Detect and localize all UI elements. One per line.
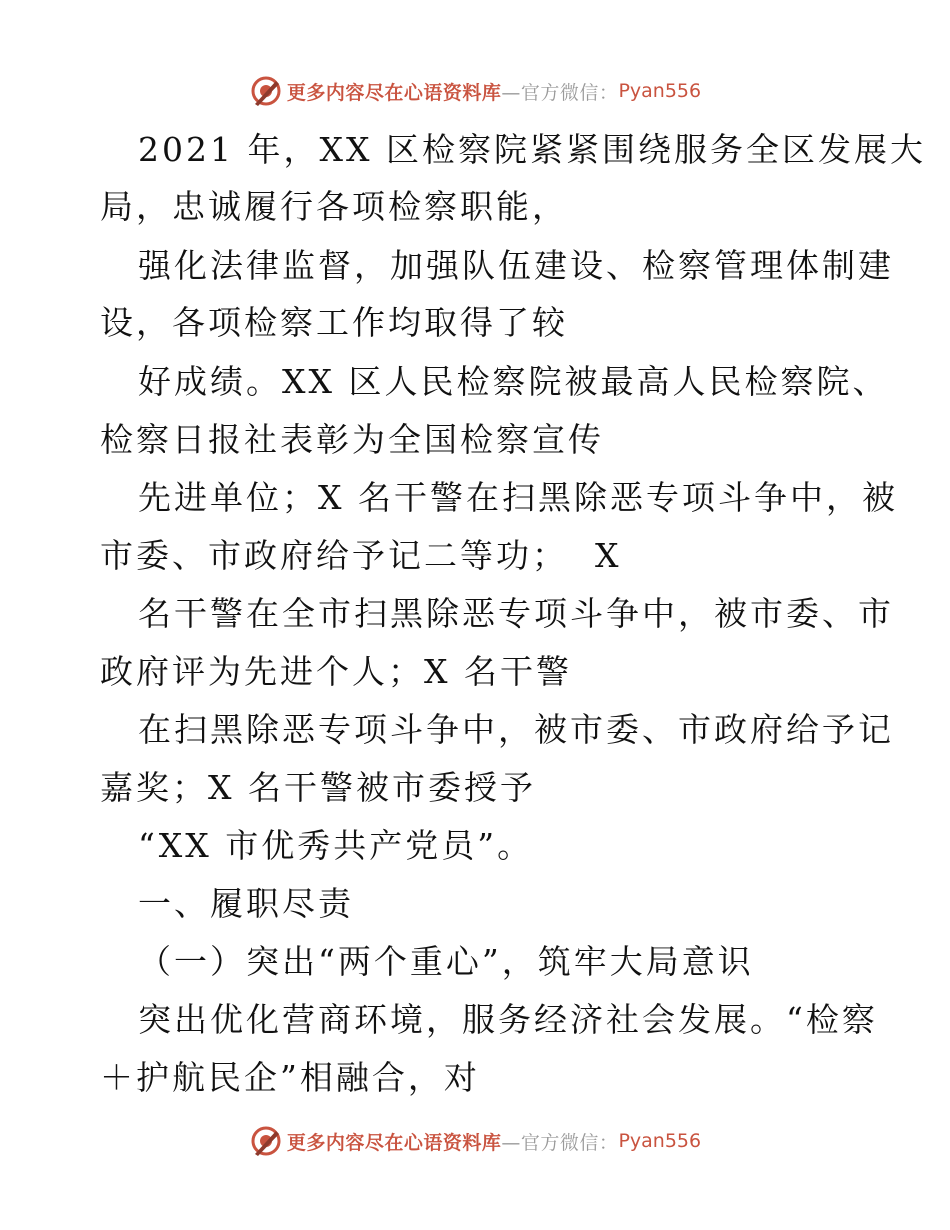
section-heading-1: 一、履职尽责 [138, 884, 354, 923]
body-line-8: 市委、市政府给予记二等功； X [100, 536, 622, 575]
watermark-account: Pyan556 [618, 1130, 702, 1152]
body-line-5: 好成绩。XX 区人民检察院被最高人民检察院、 [138, 362, 889, 401]
watermark-main-text: 更多内容尽在心语资料库 [286, 81, 502, 104]
subsection-heading-1: （一）突出“两个重心”，筑牢大局意识 [138, 942, 754, 981]
body-line-2: 局，忠诚履行各项检察职能， [100, 187, 568, 226]
body-line-15: ＋护航民企”相融合，对 [100, 1058, 480, 1097]
watermark-dash-text: —官方微信： [501, 81, 619, 104]
body-line-10: 政府评为先进个人；X 名干警 [100, 652, 572, 691]
body-line-14: 突出优化营商环境，服务经济社会发展。“检察 [138, 1000, 878, 1039]
body-line-7: 先进单位；X 名干警在扫黑除恶专项斗争中，被 [138, 478, 898, 517]
body-line-11: 在扫黑除恶专项斗争中，被市委、市政府给予记 [138, 710, 894, 749]
body-line-6: 检察日报社表彰为全国检察宣传 [100, 420, 604, 459]
body-line-13: “XX 市优秀共产党员”。 [138, 826, 534, 865]
watermark-dash-text: —官方微信： [501, 1131, 619, 1154]
quill-logo-icon [249, 74, 283, 108]
watermark-account: Pyan556 [618, 80, 702, 102]
body-line-4: 设，各项检察工作均取得了较 [100, 303, 568, 342]
watermark-main-text: 更多内容尽在心语资料库 [286, 1131, 502, 1154]
watermark-header [0, 74, 950, 108]
body-line-9: 名干警在全市扫黑除恶专项斗争中，被市委、市 [138, 594, 894, 633]
body-line-1: 2021 年，XX 区检察院紧紧围绕服务全区发展大 [138, 130, 926, 169]
body-line-3: 强化法律监督，加强队伍建设、检察管理体制建 [138, 246, 894, 285]
quill-logo-icon [249, 1124, 283, 1158]
body-line-12: 嘉奖；X 名干警被市委授予 [100, 768, 536, 807]
watermark-footer [0, 1124, 950, 1158]
